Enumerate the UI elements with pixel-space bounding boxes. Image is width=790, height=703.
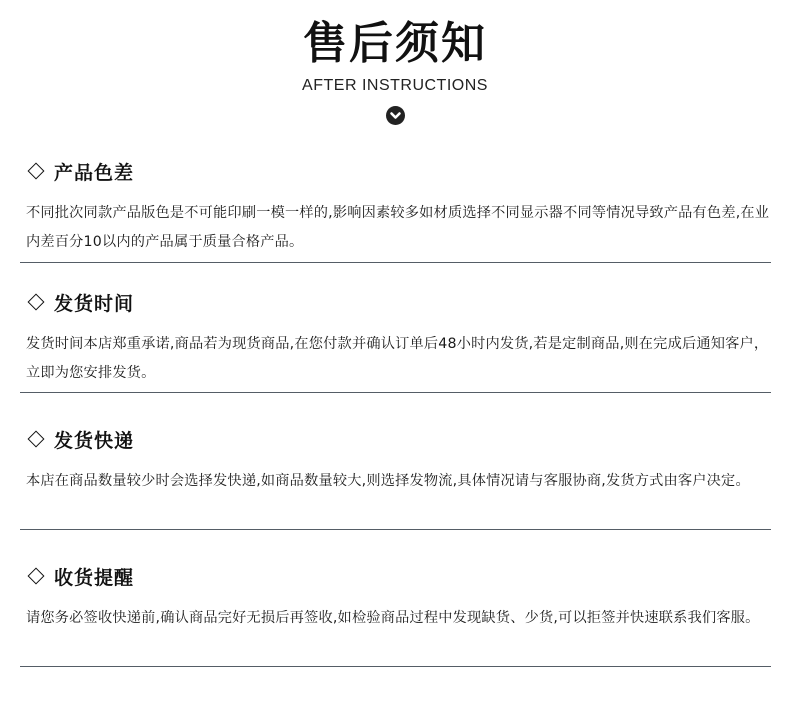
chevron-down-circle-icon xyxy=(386,106,405,125)
diamond-icon xyxy=(28,294,45,311)
section-body: 发货时间本店郑重承诺,商品若为现货商品,在您付款并确认订单后48小时内发货,若是定制商品,则在完成后通知客户，立即为您安排发货。 xyxy=(26,336,769,381)
section-heading xyxy=(26,288,134,316)
section-divider xyxy=(20,262,771,263)
section-body: 请您务必签收快递前,确认商品完好无损后再签收,如检验商品过程中发现缺货、少货,可以拒签并快速联系我们客服。 xyxy=(26,610,760,626)
page-title: 售后须知 xyxy=(303,18,487,69)
diamond-icon xyxy=(28,163,45,180)
section-heading-label: 收货提醒 xyxy=(54,566,135,589)
section-heading xyxy=(26,562,134,590)
section-heading-label: 产品色差 xyxy=(54,161,135,184)
diamond-icon xyxy=(28,431,45,448)
section-divider xyxy=(20,666,771,667)
section-heading xyxy=(26,157,134,185)
diamond-icon xyxy=(28,568,45,585)
page-subtitle: AFTER INSTRUCTIONS xyxy=(302,77,488,94)
section-heading-label: 发货快递 xyxy=(54,429,135,452)
section-divider xyxy=(20,392,771,393)
section-heading xyxy=(26,425,134,453)
section-body: 本店在商品数量较少时会选择发快递,如商品数量较大,则选择发物流,具体情况请与客服协商,发货方式由客户决定。 xyxy=(26,473,750,489)
section-body: 不同批次同款产品版色是不可能印刷一模一样的,影响因素较多如材质选择不同显示器不同等情况导致产品有色差,在业内差百分10以内的产品属于质量合格产品。 xyxy=(26,205,770,250)
section-divider xyxy=(20,529,771,530)
section-heading-label: 发货时间 xyxy=(54,292,135,315)
